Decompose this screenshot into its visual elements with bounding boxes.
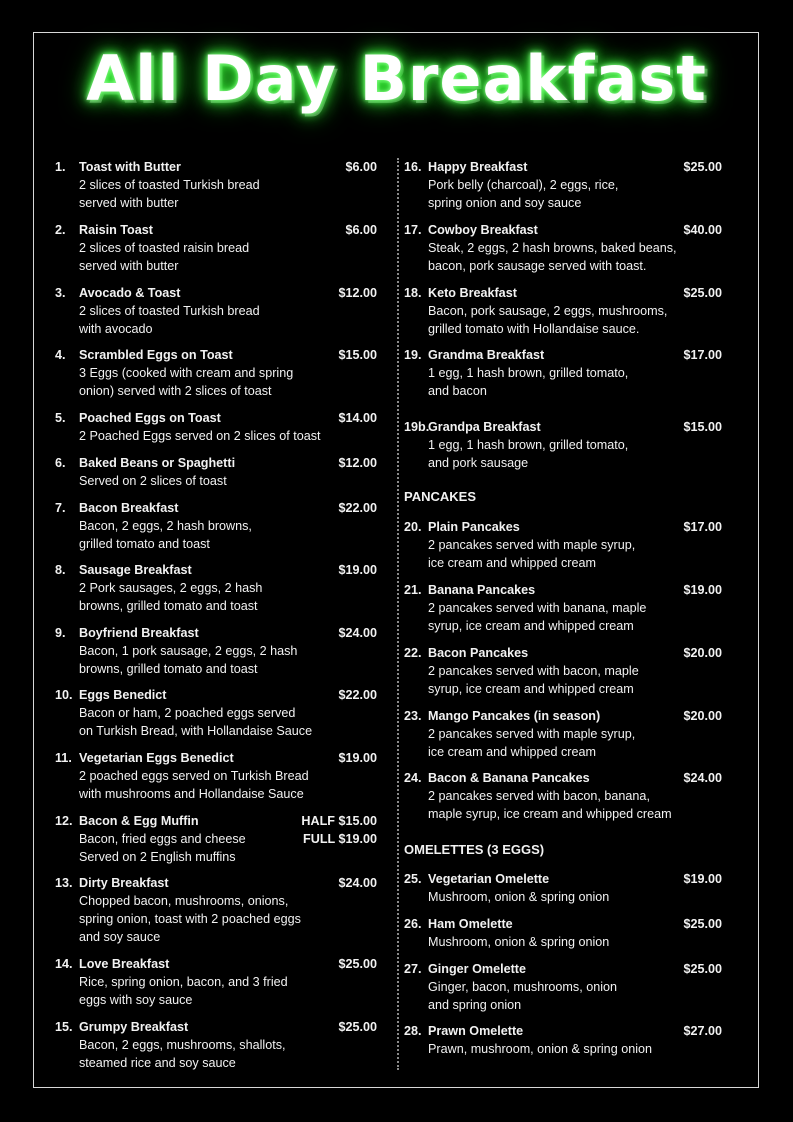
item-description-line: Bacon, fried eggs and cheese	[79, 832, 246, 846]
item-price-full: FULL $19.00	[303, 832, 377, 846]
item-description-line: and soy sauce	[79, 930, 161, 944]
item-number: 23.	[404, 709, 422, 723]
item-price: $12.00	[338, 286, 377, 300]
item-price: $25.00	[683, 917, 722, 931]
item-number: 21.	[404, 583, 422, 597]
item-price: $12.00	[338, 456, 377, 470]
item-price: $40.00	[683, 223, 722, 237]
item-description-line: Bacon, 2 eggs, mushrooms, shallots,	[79, 1038, 286, 1052]
item-price: $25.00	[683, 286, 722, 300]
item-description	[79, 579, 262, 615]
item-description-line: 1 egg, 1 hash brown, grilled tomato,	[428, 366, 629, 380]
item-description-line: syrup, ice cream and whipped cream	[428, 682, 634, 696]
item-description-line: syrup, ice cream and whipped cream	[428, 619, 634, 633]
item-number: 7.	[55, 501, 66, 515]
item-description	[79, 176, 260, 212]
item-price: HALF $15.00	[301, 814, 377, 828]
item-description	[428, 725, 635, 761]
item-name: Dirty Breakfast	[79, 876, 169, 890]
item-number: 10.	[55, 688, 73, 702]
item-description-line: 1 egg, 1 hash brown, grilled tomato,	[428, 438, 629, 452]
item-number: 13.	[55, 876, 73, 890]
item-price: $25.00	[338, 1020, 377, 1034]
item-number: 8.	[55, 563, 66, 577]
item-description-line: spring onion and soy sauce	[428, 196, 582, 210]
item-name: Bacon & Banana Pancakes	[428, 771, 590, 785]
item-description-line: on Turkish Bread, with Hollandaise Sauce	[79, 724, 313, 738]
item-name: Raisin Toast	[79, 223, 153, 237]
item-description-line: 2 Pork sausages, 2 eggs, 2 hash	[79, 581, 263, 595]
item-price: $15.00	[338, 348, 377, 362]
item-price: $25.00	[338, 957, 377, 971]
item-number: 15.	[55, 1020, 73, 1034]
item-description-line: 2 pancakes served with bacon, maple	[428, 664, 639, 678]
item-description-line: browns, grilled tomato and toast	[79, 662, 258, 676]
item-number: 27.	[404, 962, 422, 976]
item-description	[428, 599, 646, 635]
item-name: Grandpa Breakfast	[428, 420, 541, 434]
item-description	[428, 787, 672, 823]
item-name: Bacon & Egg Muffin	[79, 814, 199, 828]
item-name: Boyfriend Breakfast	[79, 626, 199, 640]
item-price: $17.00	[683, 348, 722, 362]
item-description-line: and bacon	[428, 384, 487, 398]
item-description-line: Chopped bacon, mushrooms, onions,	[79, 894, 289, 908]
item-price: $24.00	[683, 771, 722, 785]
item-name: Vegetarian Eggs Benedict	[79, 751, 234, 765]
item-number: 4.	[55, 348, 66, 362]
item-description	[79, 364, 293, 400]
item-description-line: Bacon or ham, 2 poached eggs served	[79, 706, 296, 720]
item-description-line: Mushroom, onion & spring onion	[428, 890, 610, 904]
item-name: Happy Breakfast	[428, 160, 528, 174]
item-description-line: 2 pancakes served with maple syrup,	[428, 538, 636, 552]
item-price: $19.00	[683, 583, 722, 597]
item-price: $22.00	[338, 688, 377, 702]
item-description	[428, 888, 609, 906]
item-description-line: ice cream and whipped cream	[428, 556, 596, 570]
item-number: 1.	[55, 160, 66, 174]
item-number: 12.	[55, 814, 73, 828]
item-name: Grandma Breakfast	[428, 348, 545, 362]
item-name: Scrambled Eggs on Toast	[79, 348, 233, 362]
item-description	[79, 892, 301, 946]
item-price: $24.00	[338, 626, 377, 640]
item-description	[428, 1040, 652, 1058]
item-number: 25.	[404, 872, 422, 886]
item-name: Bacon Pancakes	[428, 646, 529, 660]
section-heading-omelettes: OMELETTES (3 EGGS)	[404, 842, 545, 857]
item-description	[79, 1036, 286, 1072]
item-description-line: Prawn, mushroom, onion & spring onion	[428, 1042, 653, 1056]
item-description-line: 2 poached eggs served on Turkish Bread	[79, 769, 309, 783]
item-name: Ginger Omelette	[428, 962, 526, 976]
item-price: $25.00	[683, 962, 722, 976]
item-number: 20.	[404, 520, 422, 534]
item-number: 3.	[55, 286, 66, 300]
item-description-line: grilled tomato and toast	[79, 537, 210, 551]
item-price: $19.00	[338, 751, 377, 765]
item-number: 26.	[404, 917, 422, 931]
item-description	[428, 364, 628, 400]
item-name: Bacon Breakfast	[79, 501, 179, 515]
item-description-line: Rice, spring onion, bacon, and 3 fried	[79, 975, 288, 989]
item-price: $15.00	[683, 420, 722, 434]
item-name: Eggs Benedict	[79, 688, 167, 702]
item-description-line: 2 slices of toasted Turkish bread	[79, 304, 260, 318]
item-number: 6.	[55, 456, 66, 470]
item-description	[79, 973, 288, 1009]
item-description-line: Steak, 2 eggs, 2 hash browns, baked beans,	[428, 241, 677, 255]
item-price: $24.00	[338, 876, 377, 890]
item-number: 22.	[404, 646, 422, 660]
item-number: 18.	[404, 286, 422, 300]
item-number: 5.	[55, 411, 66, 425]
item-price: $22.00	[338, 501, 377, 515]
item-description-line: with avocado	[79, 322, 153, 336]
item-description-line: served with butter	[79, 196, 179, 210]
item-name: Prawn Omelette	[428, 1024, 524, 1038]
item-description-line: Ginger, bacon, mushrooms, onion	[428, 980, 618, 994]
item-description-line: 2 pancakes served with maple syrup,	[428, 727, 636, 741]
item-price: $14.00	[338, 411, 377, 425]
item-description-line: browns, grilled tomato and toast	[79, 599, 258, 613]
item-price: $17.00	[683, 520, 722, 534]
item-description-line: steamed rice and soy sauce	[79, 1056, 236, 1070]
item-description-line: Bacon, pork sausage, 2 eggs, mushrooms,	[428, 304, 668, 318]
item-price: $27.00	[683, 1024, 722, 1038]
item-description	[79, 517, 252, 553]
item-name: Cowboy Breakfast	[428, 223, 538, 237]
item-description	[79, 704, 312, 740]
item-description	[428, 662, 639, 698]
item-description-line: Pork belly (charcoal), 2 eggs, rice,	[428, 178, 619, 192]
item-name: Ham Omelette	[428, 917, 513, 931]
item-number: 16.	[404, 160, 422, 174]
item-description-line: Mushroom, onion & spring onion	[428, 935, 610, 949]
item-name: Toast with Butter	[79, 160, 181, 174]
item-number: 2.	[55, 223, 66, 237]
item-description-line: ice cream and whipped cream	[428, 745, 596, 759]
item-name: Love Breakfast	[79, 957, 170, 971]
item-price: $19.00	[683, 872, 722, 886]
item-price: $25.00	[683, 160, 722, 174]
item-description	[428, 536, 635, 572]
item-price: $6.00	[345, 223, 377, 237]
item-price: $20.00	[683, 646, 722, 660]
section-heading-pancakes: PANCAKES	[404, 489, 476, 504]
item-description	[428, 978, 617, 1014]
item-name: Keto Breakfast	[428, 286, 517, 300]
item-name: Grumpy Breakfast	[79, 1020, 189, 1034]
item-description	[428, 302, 667, 338]
item-description	[79, 767, 309, 803]
item-description	[79, 830, 246, 866]
item-name: Avocado & Toast	[79, 286, 181, 300]
item-description-line: onion) served with 2 slices of toast	[79, 384, 272, 398]
item-number: 11.	[55, 751, 72, 765]
item-description	[79, 472, 227, 490]
item-description-line: Bacon, 2 eggs, 2 hash browns,	[79, 519, 252, 533]
item-description-line: and pork sausage	[428, 456, 529, 470]
item-name: Baked Beans or Spaghetti	[79, 456, 236, 470]
item-description-line: 2 slices of toasted raisin bread	[79, 241, 250, 255]
item-description	[79, 427, 321, 445]
item-description-line: and spring onion	[428, 998, 522, 1012]
item-number: 28.	[404, 1024, 422, 1038]
item-number: 24.	[404, 771, 422, 785]
item-name: Sausage Breakfast	[79, 563, 192, 577]
item-price: $19.00	[338, 563, 377, 577]
item-description-line: served with butter	[79, 259, 179, 273]
item-description-line: eggs with soy sauce	[79, 993, 193, 1007]
item-description-line: 2 pancakes served with banana, maple	[428, 601, 647, 615]
item-description-line: Served on 2 slices of toast	[79, 474, 227, 488]
item-name: Mango Pancakes (in season)	[428, 709, 601, 723]
item-description-line: maple syrup, ice cream and whipped cream	[428, 807, 672, 821]
item-description	[79, 302, 260, 338]
item-number: 19.	[404, 348, 422, 362]
item-description-line: 2 pancakes served with bacon, banana,	[428, 789, 650, 803]
item-name: Poached Eggs on Toast	[79, 411, 221, 425]
item-name: Plain Pancakes	[428, 520, 520, 534]
menu-title: All Day Breakfast	[86, 42, 707, 115]
item-description-line: 2 slices of toasted Turkish bread	[79, 178, 260, 192]
column-divider	[397, 158, 399, 1070]
item-description-line: Bacon, 1 pork sausage, 2 eggs, 2 hash	[79, 644, 298, 658]
item-description-line: Served on 2 English muffins	[79, 850, 236, 864]
item-number: 14.	[55, 957, 73, 971]
item-number: 17.	[404, 223, 422, 237]
item-number: 19b.	[404, 420, 430, 434]
item-price: $6.00	[345, 160, 377, 174]
item-description-line: 2 Poached Eggs served on 2 slices of toast	[79, 429, 321, 443]
item-description	[428, 436, 628, 472]
item-description	[428, 239, 677, 275]
item-description-line: spring onion, toast with 2 poached eggs	[79, 912, 301, 926]
item-description	[79, 642, 297, 678]
item-description	[79, 239, 249, 275]
item-description-line: grilled tomato with Hollandaise sauce.	[428, 322, 640, 336]
item-description	[428, 933, 609, 951]
item-price: $20.00	[683, 709, 722, 723]
item-description-line: bacon, pork sausage served with toast.	[428, 259, 647, 273]
item-description-line: 3 Eggs (cooked with cream and spring	[79, 366, 294, 380]
item-description-line: with mushrooms and Hollandaise Sauce	[79, 787, 304, 801]
item-description	[428, 176, 618, 212]
item-name: Vegetarian Omelette	[428, 872, 550, 886]
item-number: 9.	[55, 626, 66, 640]
item-name: Banana Pancakes	[428, 583, 536, 597]
